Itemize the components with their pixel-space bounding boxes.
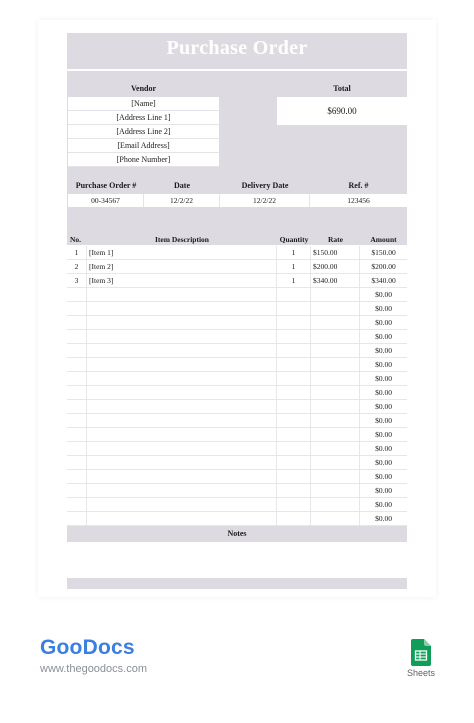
vendor-address-1[interactable]: [Address Line 1] <box>68 111 219 125</box>
item-no[interactable] <box>67 498 87 511</box>
item-rate[interactable]: $340.00 <box>311 274 360 287</box>
sheets-label: Sheets <box>406 668 436 678</box>
item-quantity[interactable] <box>277 484 311 497</box>
purchase-order <box>67 33 407 589</box>
item-description[interactable] <box>87 386 277 399</box>
item-description[interactable]: [Item 1] <box>87 246 277 259</box>
title-band <box>67 33 407 69</box>
item-amount[interactable]: $0.00 <box>375 416 392 425</box>
table-row <box>67 400 407 414</box>
notes-field[interactable] <box>67 542 407 578</box>
table-row <box>67 344 407 358</box>
table-row <box>67 428 407 442</box>
item-no[interactable] <box>67 386 87 399</box>
item-amount[interactable]: $0.00 <box>375 430 392 439</box>
item-amount[interactable]: $150.00 <box>371 248 396 257</box>
table-row <box>67 246 407 260</box>
item-rate[interactable] <box>311 316 360 329</box>
item-quantity[interactable] <box>277 470 311 483</box>
item-rate[interactable] <box>311 470 360 483</box>
item-rate[interactable] <box>311 302 360 315</box>
item-quantity[interactable] <box>277 442 311 455</box>
item-quantity[interactable]: 1 <box>277 260 311 273</box>
table-row <box>67 470 407 484</box>
item-description[interactable] <box>87 414 277 427</box>
table-row <box>67 498 407 512</box>
item-amount[interactable]: $0.00 <box>375 332 392 341</box>
footer-band <box>67 578 407 589</box>
item-amount[interactable]: $0.00 <box>375 458 392 467</box>
item-description[interactable] <box>87 484 277 497</box>
item-quantity[interactable] <box>277 302 311 315</box>
item-rate[interactable] <box>311 288 360 301</box>
item-description[interactable] <box>87 316 277 329</box>
item-rate[interactable] <box>311 386 360 399</box>
page-title: Purchase Order <box>166 37 308 59</box>
item-description[interactable]: [Item 3] <box>87 274 277 287</box>
table-row <box>67 330 407 344</box>
item-description[interactable] <box>87 456 277 469</box>
item-amount[interactable]: $0.00 <box>375 290 392 299</box>
item-description[interactable]: [Item 2] <box>87 260 277 273</box>
table-row <box>67 372 407 386</box>
item-amount[interactable]: $0.00 <box>375 346 392 355</box>
item-no[interactable] <box>67 428 87 441</box>
item-rate[interactable] <box>311 358 360 371</box>
item-description[interactable] <box>87 330 277 343</box>
item-description[interactable] <box>87 498 277 511</box>
col-header-description: Item Description <box>155 235 209 244</box>
table-row <box>67 512 407 526</box>
item-no[interactable] <box>67 358 87 371</box>
item-rate[interactable] <box>311 442 360 455</box>
table-row <box>67 274 407 288</box>
item-rate[interactable]: $150.00 <box>311 246 360 259</box>
table-row <box>67 288 407 302</box>
item-quantity[interactable] <box>277 414 311 427</box>
item-no[interactable] <box>67 456 87 469</box>
ref-label: Ref. # <box>348 181 369 190</box>
item-description[interactable] <box>87 372 277 385</box>
total-value[interactable]: $690.00 <box>277 97 407 125</box>
col-header-quantity: Quantity <box>279 235 309 244</box>
item-no[interactable] <box>67 484 87 497</box>
item-rate[interactable]: $200.00 <box>311 260 360 273</box>
item-rate[interactable] <box>311 344 360 357</box>
item-no[interactable] <box>67 400 87 413</box>
item-amount[interactable]: $0.00 <box>375 360 392 369</box>
col-header-rate: Rate <box>328 235 343 244</box>
notes-label: Notes <box>67 526 407 542</box>
item-quantity[interactable] <box>277 386 311 399</box>
item-quantity[interactable]: 1 <box>277 274 311 287</box>
item-no[interactable] <box>67 470 87 483</box>
item-quantity[interactable] <box>277 498 311 511</box>
col-header-no: No. <box>70 235 82 244</box>
item-description[interactable] <box>87 358 277 371</box>
items-body <box>67 246 407 540</box>
vendor-name[interactable]: [Name] <box>68 97 219 111</box>
item-description[interactable] <box>87 400 277 413</box>
item-quantity[interactable]: 1 <box>277 246 311 259</box>
vendor-label: Vendor <box>130 84 157 93</box>
item-amount[interactable]: $0.00 <box>375 318 392 327</box>
item-amount[interactable]: $0.00 <box>375 388 392 397</box>
item-rate[interactable] <box>311 498 360 511</box>
item-amount[interactable]: $0.00 <box>375 500 392 509</box>
table-row <box>67 316 407 330</box>
date-label: Date <box>174 181 190 190</box>
delivery-date-value[interactable]: 12/2/22 <box>220 194 310 207</box>
table-row <box>67 386 407 400</box>
item-amount[interactable]: $0.00 <box>375 486 392 495</box>
table-row <box>67 414 407 428</box>
vendor-phone[interactable]: [Phone Number] <box>68 153 219 167</box>
item-description[interactable] <box>87 288 277 301</box>
item-description[interactable] <box>87 470 277 483</box>
items-table <box>67 233 407 540</box>
total-label: Total <box>333 84 351 93</box>
item-no[interactable]: 3 <box>67 274 87 287</box>
item-amount[interactable]: $0.00 <box>375 402 392 411</box>
vendor-box <box>68 97 219 167</box>
delivery-date-label: Delivery Date <box>241 181 289 190</box>
item-no[interactable]: 1 <box>67 246 87 259</box>
date-value[interactable]: 12/2/22 <box>144 194 220 207</box>
table-row <box>67 260 407 274</box>
item-rate[interactable] <box>311 512 360 525</box>
ref-value[interactable]: 123456 <box>347 196 370 205</box>
item-amount[interactable]: $200.00 <box>371 262 396 271</box>
item-quantity[interactable] <box>277 358 311 371</box>
item-amount[interactable]: $0.00 <box>375 304 392 313</box>
site-url[interactable]: www.thegoodocs.com <box>40 663 147 675</box>
item-description[interactable] <box>87 302 277 315</box>
vendor-email[interactable]: [Email Address] <box>68 139 219 153</box>
item-rate[interactable] <box>311 456 360 469</box>
item-amount[interactable]: $0.00 <box>375 472 392 481</box>
item-quantity[interactable] <box>277 400 311 413</box>
vendor-address-2[interactable]: [Address Line 2] <box>68 125 219 139</box>
item-no[interactable] <box>67 512 87 525</box>
item-rate[interactable] <box>311 414 360 427</box>
item-description[interactable] <box>87 512 277 525</box>
item-amount[interactable]: $0.00 <box>375 514 392 523</box>
table-row <box>67 456 407 470</box>
item-no[interactable] <box>67 414 87 427</box>
item-rate[interactable] <box>311 400 360 413</box>
item-quantity[interactable] <box>277 372 311 385</box>
item-no[interactable] <box>67 372 87 385</box>
google-sheets-icon[interactable] <box>411 639 431 666</box>
table-row <box>67 484 407 498</box>
item-description[interactable] <box>87 428 277 441</box>
item-quantity[interactable] <box>277 456 311 469</box>
item-no[interactable] <box>67 302 87 315</box>
item-quantity[interactable] <box>277 330 311 343</box>
item-quantity[interactable] <box>277 428 311 441</box>
item-amount[interactable]: $0.00 <box>375 444 392 453</box>
item-no[interactable]: 2 <box>67 260 87 273</box>
po-number-label: Purchase Order # <box>75 181 137 190</box>
item-rate[interactable] <box>311 484 360 497</box>
item-amount[interactable]: $340.00 <box>371 276 396 285</box>
item-rate[interactable] <box>311 428 360 441</box>
table-row <box>67 358 407 372</box>
item-quantity[interactable] <box>277 344 311 357</box>
item-no[interactable] <box>67 330 87 343</box>
item-amount[interactable]: $0.00 <box>375 374 392 383</box>
table-row <box>67 302 407 316</box>
items-header-row <box>67 233 407 246</box>
item-rate[interactable] <box>311 372 360 385</box>
item-rate[interactable] <box>311 330 360 343</box>
item-description[interactable] <box>87 344 277 357</box>
po-values-row <box>68 194 407 207</box>
table-row <box>67 442 407 456</box>
item-quantity[interactable] <box>277 316 311 329</box>
item-no[interactable] <box>67 316 87 329</box>
item-quantity[interactable] <box>277 288 311 301</box>
po-number-value[interactable]: 00-34567 <box>68 194 144 207</box>
item-quantity[interactable] <box>277 512 311 525</box>
item-no[interactable] <box>67 288 87 301</box>
goodocs-logo[interactable]: GooDocs <box>40 636 135 659</box>
item-no[interactable] <box>67 442 87 455</box>
item-no[interactable] <box>67 344 87 357</box>
col-header-amount: Amount <box>370 235 397 244</box>
item-description[interactable] <box>87 442 277 455</box>
